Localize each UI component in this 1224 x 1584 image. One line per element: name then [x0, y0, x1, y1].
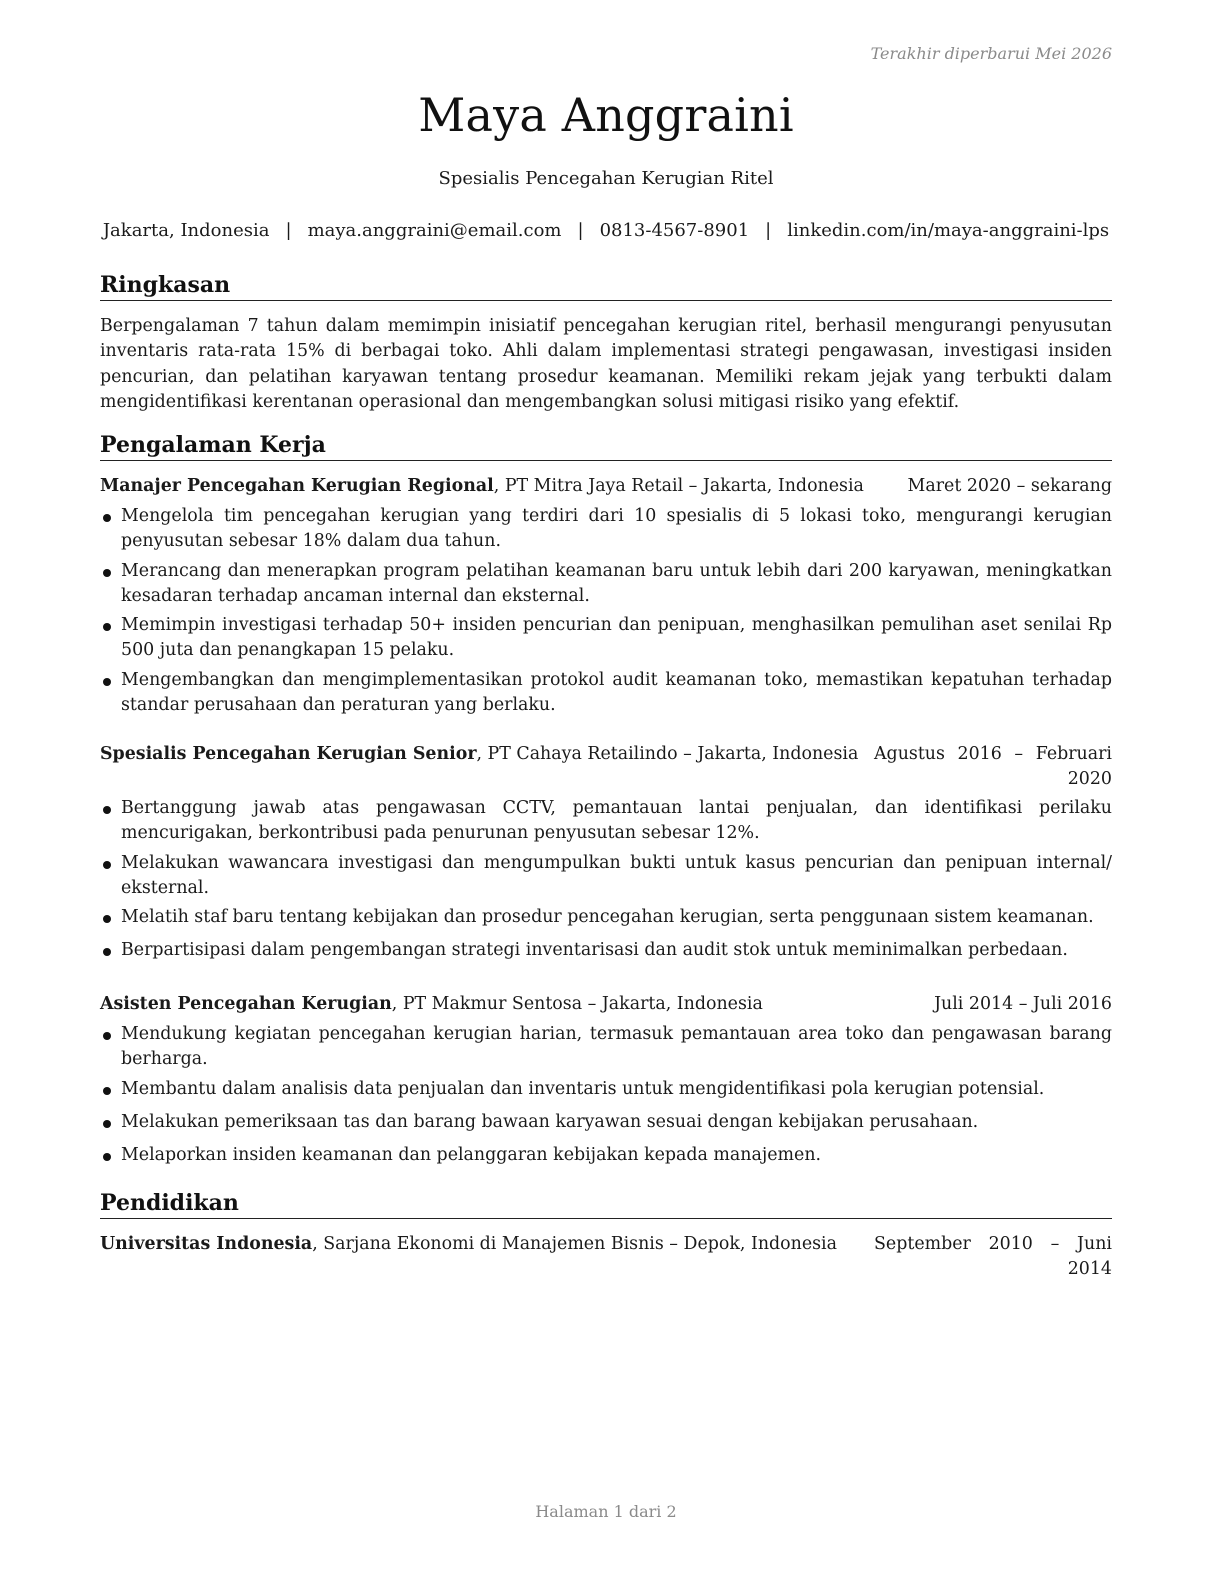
- degree: , Sarjana Ekonomi di Manajemen Bisnis – Depok, Indonesia: [312, 1234, 837, 1254]
- job-title: Manajer Pencegahan Kerugian Regional: [100, 476, 494, 496]
- bullet-icon: [103, 861, 111, 869]
- bullet-text: Mengelola tim pencegahan kerugian yang terdiri dari 10 spesialis di 5 lokasi toko, mengurangi kerugian penyusutan sebesar 18% dalam dua tahun.: [121, 506, 1112, 552]
- candidate-name: Maya Anggraini: [418, 88, 794, 142]
- bullet-icon: [103, 806, 111, 814]
- bullet-text: Bertanggung jawab atas pengawasan CCTV, pemantauan lantai penjualan, dan identifikasi perilaku mencurigakan, berkontribusi pada penurunan penyusutan sebesar 12%.: [121, 798, 1112, 844]
- list-item: [100, 559, 1112, 610]
- list-item: [100, 851, 1112, 902]
- list-item: [100, 1110, 1112, 1135]
- bullet-icon: [103, 1087, 111, 1095]
- bullet-text: Melakukan wawancara investigasi dan mengumpulkan bukti untuk kasus pencurian dan penipuan internal/ eksternal.: [121, 852, 1112, 898]
- bullet-text: Membantu dalam analisis data penjualan dan inventaris untuk mengidentifikasi pola kerugian potensial.: [121, 1078, 1045, 1099]
- bullet-icon: [103, 623, 111, 631]
- page-number: Halaman 1 dari 2: [535, 1502, 677, 1521]
- bullet-icon: [103, 948, 111, 956]
- job-company: , PT Makmur Sentosa – Jakarta, Indonesia: [391, 994, 763, 1014]
- job-company: , PT Cahaya Retailindo – Jakarta, Indonesia: [476, 744, 859, 764]
- job-header: [100, 742, 1112, 789]
- bullet-text: Mengembangkan dan mengimplementasikan protokol audit keamanan toko, memastikan kepatuhan terhadap standar perusahaan dan peraturan yang berlaku.: [121, 669, 1112, 716]
- contact-email[interactable]: maya.anggraini@email.com: [307, 220, 562, 241]
- bullet-icon: [103, 1153, 111, 1161]
- job-bullets: [100, 1022, 1112, 1168]
- bullet-text: Melatih staf baru tentang kebijakan dan prosedur pencegahan kerugian, serta penggunaan sistem keamanan.: [121, 907, 1094, 928]
- list-item: [100, 905, 1112, 930]
- job-title: Asisten Pencegahan Kerugian: [100, 994, 392, 1014]
- bullet-icon: [103, 514, 111, 522]
- list-item: [100, 1143, 1112, 1168]
- education-header: [100, 1232, 1112, 1279]
- bullet-text: Memimpin investigasi terhadap 50+ insiden pencurian dan penipuan, menghasilkan pemulihan aset senilai Rp 500 juta dan penangkapan 15 pelaku.: [121, 615, 1112, 661]
- job-date: Maret 2020 – sekarang: [907, 476, 1112, 496]
- job-bullets: [100, 796, 1112, 964]
- section-heading-experience: Pengalaman Kerja: [100, 431, 1112, 461]
- job-header: [100, 474, 1112, 499]
- bullet-text: Berpartisipasi dalam pengembangan strategi inventarisasi dan audit stok untuk meminimalkan perbedaan.: [121, 940, 1068, 961]
- bullet-icon: [103, 1120, 111, 1128]
- bullet-icon: [103, 569, 111, 577]
- contact-separator: |: [577, 220, 584, 241]
- list-item: [100, 504, 1112, 555]
- section-heading-summary: Ringkasan: [100, 271, 1112, 301]
- bullet-icon: [103, 1032, 111, 1040]
- candidate-role: Spesialis Pencegahan Kerugian Ritel: [438, 168, 774, 189]
- job-title: Spesialis Pencegahan Kerugian Senior: [100, 744, 477, 764]
- list-item: [100, 796, 1112, 847]
- list-item: [100, 938, 1112, 963]
- contact-linkedin[interactable]: linkedin.com/in/maya-anggraini-lps: [787, 220, 1110, 241]
- list-item: [100, 613, 1112, 664]
- contact-separator: |: [285, 220, 292, 241]
- list-item: [100, 1077, 1112, 1102]
- job-date: Agustus 2016 – Februari 2020: [874, 744, 1112, 789]
- school-name: Universitas Indonesia: [100, 1234, 313, 1254]
- contact-location: Jakarta, Indonesia: [102, 220, 270, 241]
- job-date: Juli 2014 – Juli 2016: [934, 994, 1112, 1014]
- bullet-text: Melaporkan insiden keamanan dan pelanggaran kebijakan kepada manajemen.: [121, 1145, 822, 1166]
- bullet-text: Merancang dan menerapkan program pelatihan keamanan baru untuk lebih dari 200 karyawan, meningkatkan kesadaran terhadap ancaman internal dan eksternal.: [121, 560, 1112, 606]
- last-updated: Terakhir diperbarui Mei 2026: [870, 44, 1112, 63]
- education-date: September 2010 – Juni 2014: [874, 1234, 1112, 1279]
- job-bullets: [100, 504, 1112, 718]
- list-item: [100, 1022, 1112, 1073]
- bullet-text: Melakukan pemeriksaan tas dan barang bawaan karyawan sesuai dengan kebijakan perusahaan.: [121, 1111, 979, 1132]
- contact-separator: |: [765, 220, 772, 241]
- bullet-text: Mendukung kegiatan pencegahan kerugian harian, termasuk pemantauan area toko dan pengawasan barang berharga.: [121, 1024, 1112, 1070]
- bullet-icon: [103, 678, 111, 686]
- job-company: , PT Mitra Jaya Retail – Jakarta, Indonesia: [493, 476, 864, 496]
- list-item: [100, 668, 1112, 719]
- contact-line: [0, 220, 1212, 241]
- section-heading-education: Pendidikan: [100, 1189, 1112, 1219]
- contact-phone: 0813-4567-8901: [599, 220, 750, 241]
- job-header: [100, 992, 1112, 1017]
- bullet-icon: [103, 915, 111, 923]
- summary-text: Berpengalaman 7 tahun dalam memimpin inisiatif pencegahan kerugian ritel, berhasil mengurangi penyusutan inventaris rata-rata 15% di berbagai toko. Ahli dalam implementasi strategi pengawasan, investigasi insiden pencurian, dan pelatihan karyawan tentang prosedur keamanan. Memiliki rekam jejak yang terbukti dalam mengidentifikasi kerentanan operasional dan mengembangkan solusi mitigasi risiko yang efektif.: [100, 316, 1112, 412]
